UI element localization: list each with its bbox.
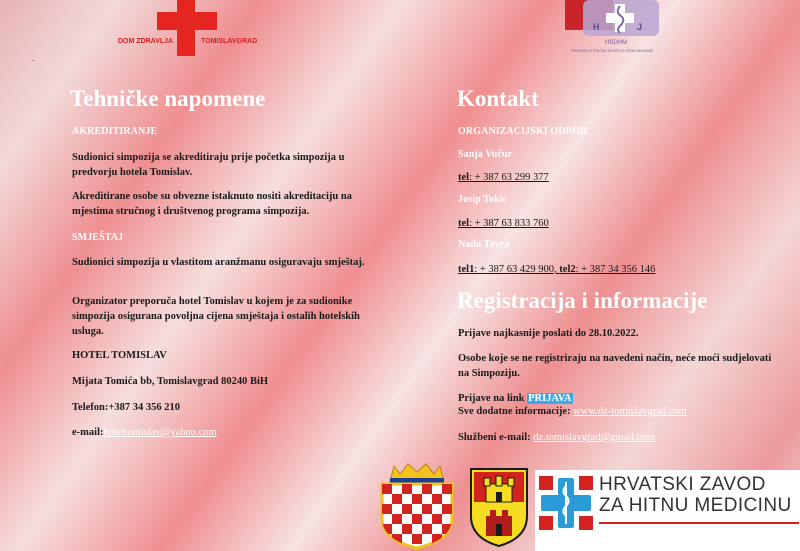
hotel-name: HOTEL TOMISLAV	[72, 350, 167, 361]
tel1-label: tel1	[458, 264, 475, 275]
contact-name-3: Nada Tavra	[458, 239, 510, 250]
logo-text-left: DOM ZDRAVLJA	[118, 38, 174, 45]
tel-value-1[interactable]: : + 387 63 299 377	[469, 172, 549, 183]
dot-mark: .	[32, 54, 34, 63]
hsdhm-logo	[563, 0, 673, 56]
tel2-value[interactable]: : + 387 34 356 146	[575, 264, 656, 275]
hotel-phone: Telefon:+387 34 356 210	[72, 402, 180, 413]
contact-name-2: Josip Tokić	[458, 194, 508, 205]
hzhm-name	[599, 474, 792, 516]
hzhm-line-2: ZA HITNU MEDICINU	[599, 495, 792, 516]
svg-text:H: H	[593, 22, 600, 32]
contact-tel-1	[458, 170, 549, 185]
svg-text:J: J	[637, 22, 643, 32]
prijava-link[interactable]: PRIJAVA	[528, 393, 572, 404]
logo-text-right: TOMISLAVGRAD	[201, 38, 258, 45]
heading-tehnicke-napomene: Tehničke napomene	[70, 86, 266, 111]
heading-kontakt: Kontakt	[457, 86, 539, 111]
contact-tel-3	[458, 262, 655, 277]
section-akreditiranje: AKREDITIRANJE	[72, 126, 158, 137]
hzhm-line-1: HRVATSKI ZAVOD	[599, 474, 766, 495]
red-cross-bar	[157, 12, 217, 30]
info-website-link[interactable]: www.dz-tomislavgrad.com	[573, 406, 687, 417]
email-label: e-mail:	[72, 427, 104, 438]
heading-registracija: Registracija i informacije	[457, 288, 708, 313]
registration-deadline: Prijave najkasnije poslati do 28.10.2022.	[458, 328, 639, 339]
coat-of-arms-croatia-icon	[378, 462, 456, 550]
hotel-address: Mijata Tomića bb, Tomislavgrad 80240 BiH	[72, 376, 269, 387]
hotel-email-link[interactable]: hoteltomislav@yahoo.com	[103, 427, 217, 438]
tel2-label: tel2	[559, 264, 576, 275]
tel-value-2[interactable]: : + 387 63 833 760	[469, 218, 549, 229]
coat-of-arms-tomislavgrad-icon	[468, 466, 530, 548]
dom-zdravlja-logo	[115, 0, 285, 58]
hsdhm-acronym: HSDHM	[605, 40, 627, 46]
contact-name-1: Sanja Vučur	[458, 149, 513, 160]
section-smjestaj: SMJEŠTAJ	[72, 232, 124, 243]
info-prefix: Sve dodatne informacije:	[458, 406, 574, 417]
section-organizacijski-odbor: ORGANIZACIJSKI ODBOR	[458, 126, 588, 137]
contact-tel-2	[458, 216, 549, 231]
hotel-email	[72, 425, 217, 440]
link-prefix: Prijave na link	[458, 393, 528, 404]
hsdhm-caption: HRVATSKO STRUČNO DRUŠTVO HITNE MEDICINE	[571, 49, 653, 53]
smjestaj-p2: Organizator preporuča hotel Tomislav u kojem je za sudionike simpozija osigurana povoljna cijena smještaja i ostalih hotelskih usluga.	[72, 296, 360, 337]
tel-label-1: tel	[458, 172, 470, 183]
akreditiranje-p2: Akreditirane osobe su obvezne istaknuto nositi akreditaciju na mjestima stručnog i društvenog programa simpozija.	[72, 191, 352, 217]
info-line	[458, 404, 687, 419]
official-email-line	[458, 430, 655, 445]
akreditiranje-p1: Sudionici simpozija se akreditiraju prije početka simpozija u predvorju hotela Tomislav.	[72, 152, 345, 178]
hzhm-divider	[599, 522, 799, 524]
tel1-value[interactable]: : + 387 63 429 900,	[474, 264, 560, 275]
registration-note: Osobe koje se ne registriraju na navedeni način, neće moći sudjelovati na Simpoziju.	[458, 353, 772, 379]
smjestaj-p1: Sudionici simpozija u vlastitom aranžmanu osiguravaju smještaj.	[72, 257, 365, 268]
star-of-life-icon	[539, 476, 593, 530]
official-email-link[interactable]: dz.tomislavgrad@gmail.com	[533, 432, 655, 443]
hzhm-logo	[535, 470, 800, 551]
official-email-prefix: Službeni e-mail:	[458, 432, 534, 443]
tel-label-2: tel	[458, 218, 470, 229]
